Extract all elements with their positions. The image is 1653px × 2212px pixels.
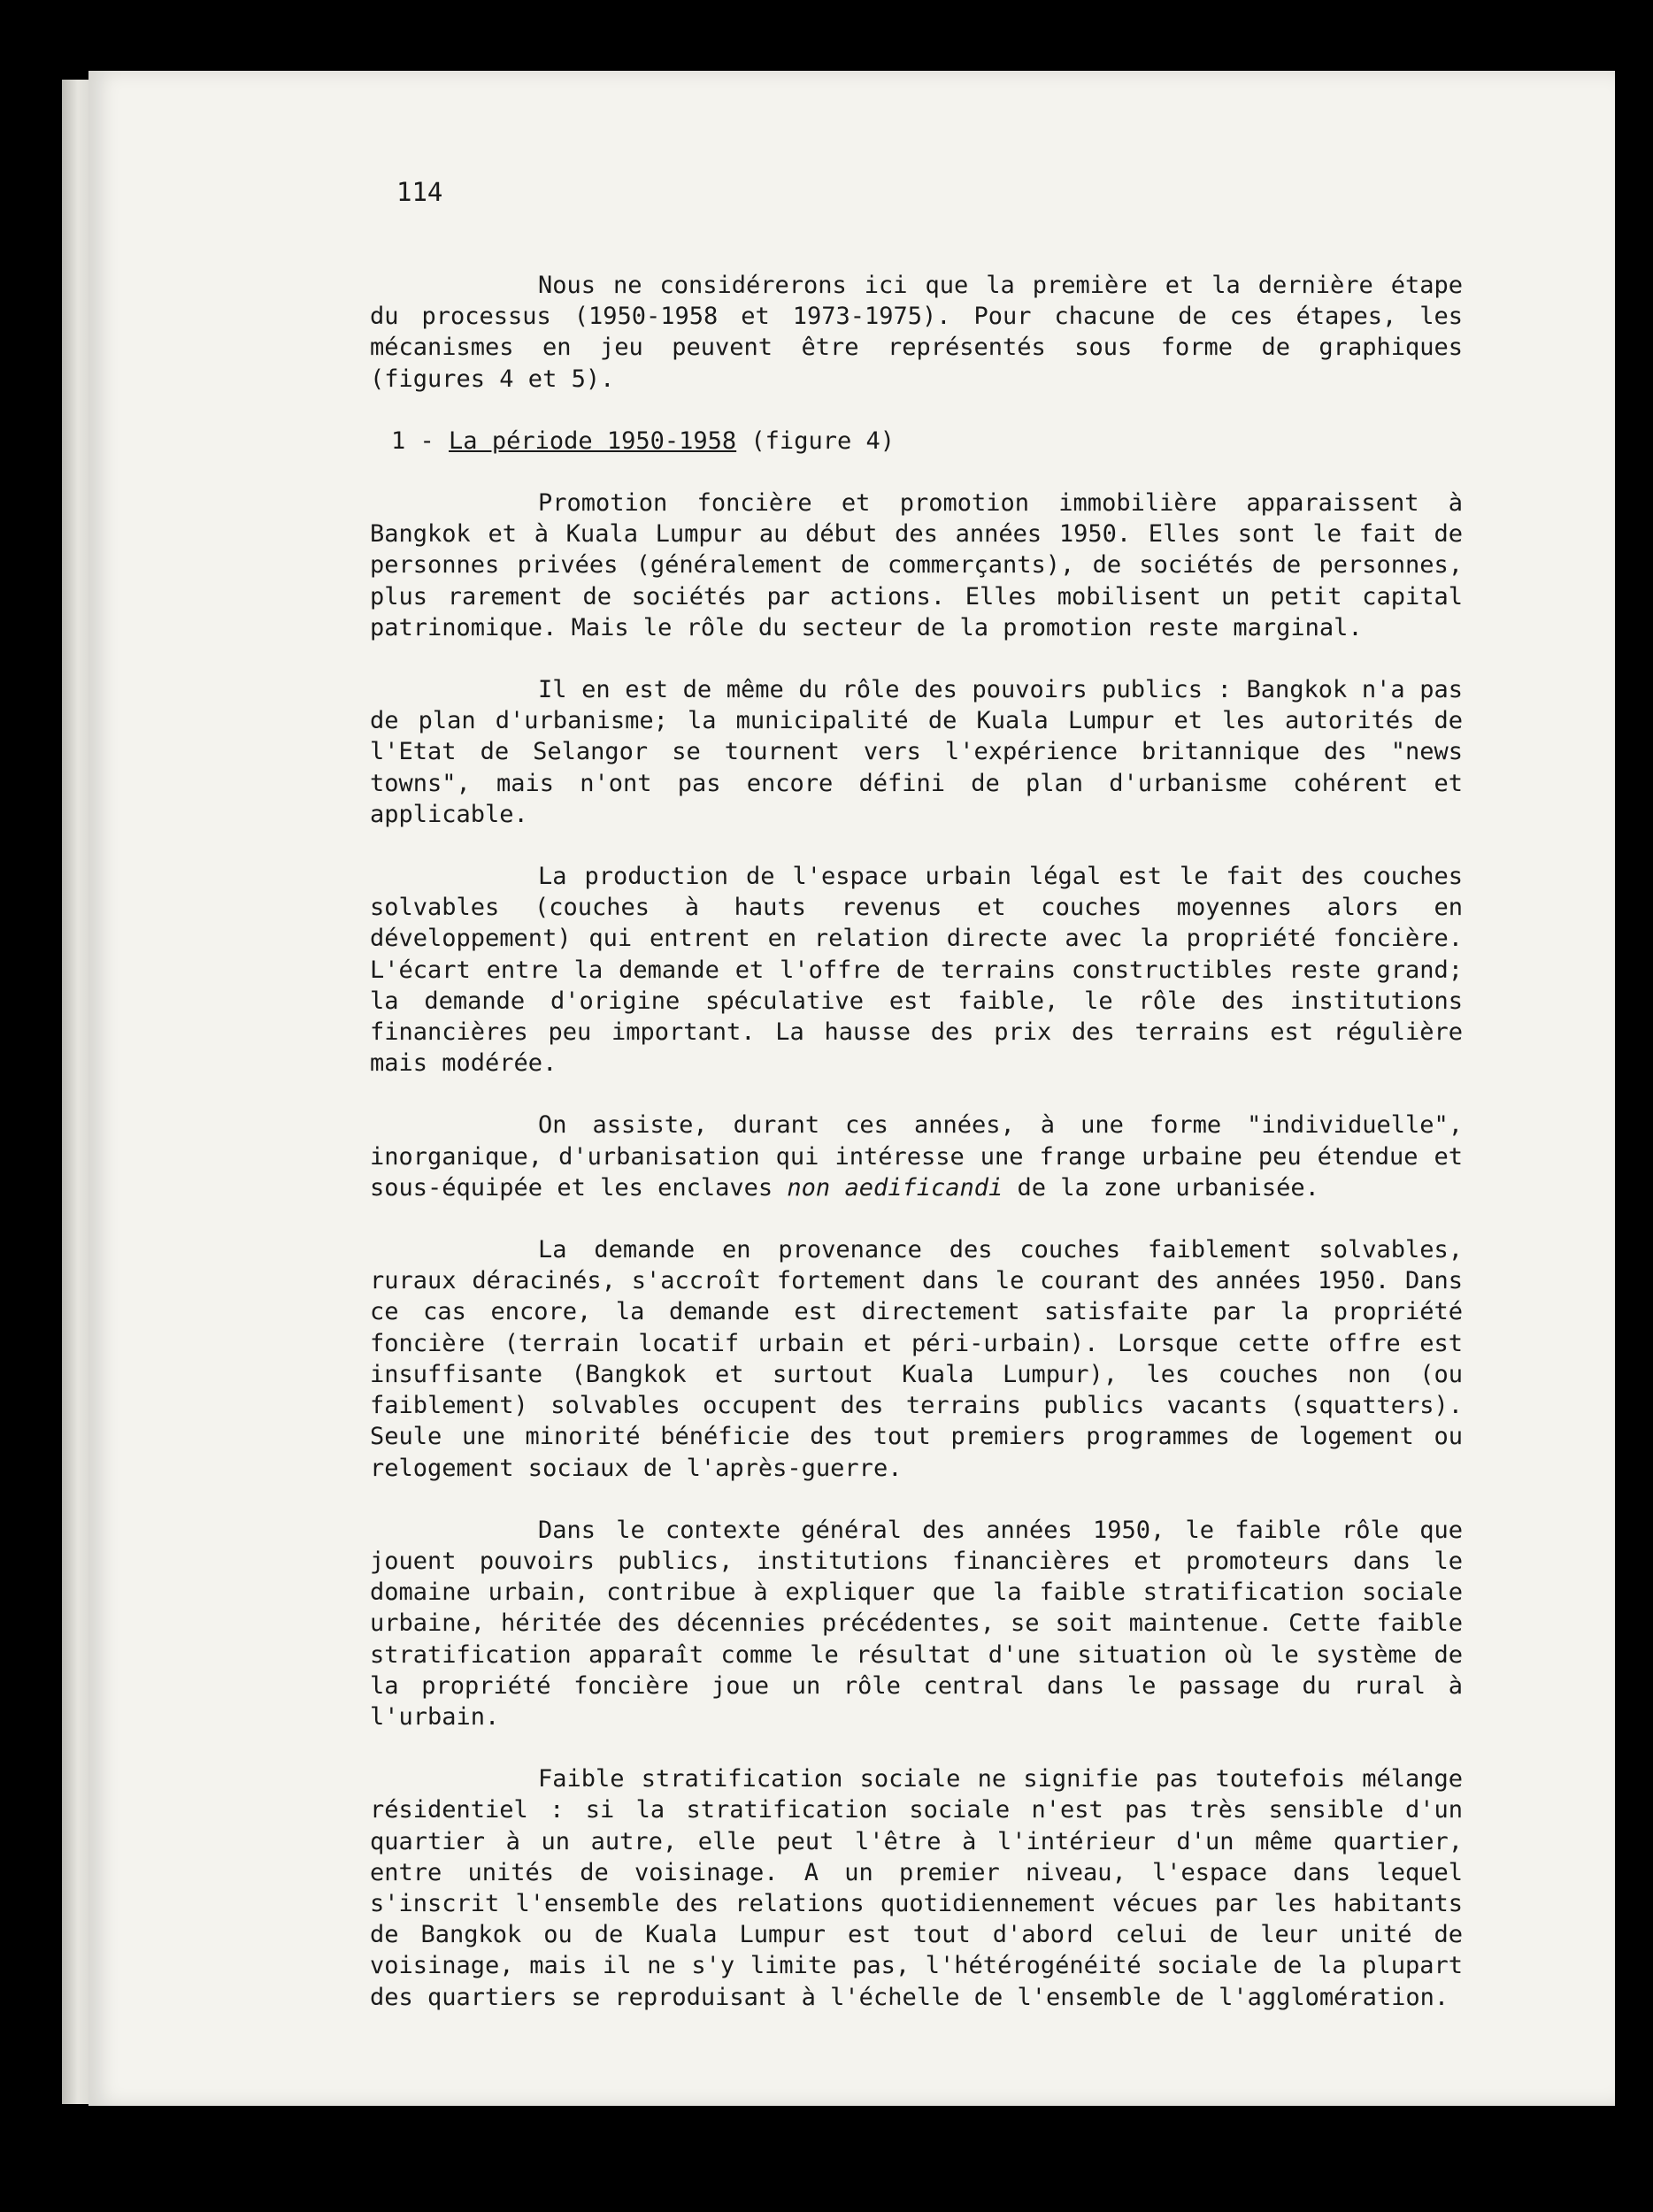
paragraph-stratification: Faible stratification sociale ne signifie pas toutefois mélange résidentiel : si la stratification sociale n'est pas très sensible d'un quartier à un autre, elle peut l'être à l'intérieur d'un même quartier, entre unités de voisinage. A un premier niveau, l'espace dans lequel s'inscrit l'ensemble des relations quotidiennement vécues par les habitants de Bangkok ou de Kuala Lumpur est tout d'abord celui de leur unité de voisinage, mais il ne s'y limite pas, l'hétérogénéité sociale de la plupart des quartiers se reproduisant à l'échelle de l'ensemble de l'agglomération. <box>370 1765 1463 2011</box>
paragraph-promotion: Promotion foncière et promotion immobilière apparaissent à Bangkok et à Kuala Lumpur au début des années 1950. Elles sont le fait de personnes privées (généralement de commerçants), de sociétés de personnes, plus rarement de sociétés par actions. Elles mobilisent un petit capital patrinomique. Mais le rôle du secteur de la promotion reste marginal. <box>370 489 1463 641</box>
paragraph-urbanisation-end: de la zone urbanisée. <box>1017 1173 1319 1202</box>
paragraph-urbanisation-text: On assiste, durant ces années, à une forme "individuelle", inorganique, d'urbanisation qui intéresse une frange urbaine peu étendue et sous-équipée et les enclaves <box>370 1111 1463 1202</box>
paragraph-production-espace: La production de l'espace urbain légal est le fait des couches solvables (couches à hauts revenus et couches moyennes alors en développement) qui entrent en relation directe avec la propriété foncière. L'écart entre la demande et l'offre de terrains constructibles reste grand; la demande d'origine spéculative est faible, le rôle des institutions financières peu important. La hausse des prix des terrains est régulière mais modérée. <box>370 863 1463 1078</box>
section-number: 1 - <box>391 426 434 455</box>
section-figure-ref: (figure 4) <box>750 426 895 455</box>
section-title: La période 1950-1958 <box>449 426 737 455</box>
page-number: 114 <box>396 177 443 207</box>
latin-term: non aedificandi <box>787 1173 1003 1202</box>
paragraph-urbanisation <box>370 1110 1463 1203</box>
paragraph-intro: Nous ne considérerons ici que la première et la dernière étape du processus (1950-1958 et 1973-1975). Pour chacune de ces étapes, les mécanismes en jeu peuvent être représentés sous forme de graphiques (figures 4 et 5). <box>370 272 1463 393</box>
paragraph-contexte: Dans le contexte général des années 1950, le faible rôle que jouent pouvoirs publics, institutions financières et promoteurs dans le domaine urbain, contribue à expliquer que la faible stratification sociale urbaine, héritée des décennies précédentes, se soit maintenue. Cette faible stratification apparaît comme le résultat d'une situation où le système de la propriété foncière joue un rôle central dans le passage du rural à l'urbain. <box>370 1516 1463 1731</box>
section-heading <box>370 426 1463 457</box>
page-body <box>370 270 1463 2044</box>
paragraph-pouvoirs-publics: Il en est de même du rôle des pouvoirs publics : Bangkok n'a pas de plan d'urbanisme; la municipalité de Kuala Lumpur et les autorités de l'Etat de Selangor se tournent vers l'expérience britannique des "news towns", mais n'ont pas encore défini de plan d'urbanisme cohérent et applicable. <box>370 676 1463 828</box>
paragraph-demande: La demande en provenance des couches faiblement solvables, ruraux déracinés, s'accroît fortement dans le courant des années 1950. Dans ce cas encore, la demande est directement satisfaite par la propriété foncière (terrain locatif urbain et péri-urbain). Lorsque cette offre est insuffisante (Bangkok et surtout Kuala Lumpur), les couches non (ou faiblement) solvables occupent des terrains publics vacants (squatters). Seule une minorité bénéficie des tout premiers programmes de logement ou relogement sociaux de l'après-guerre. <box>370 1236 1463 1482</box>
